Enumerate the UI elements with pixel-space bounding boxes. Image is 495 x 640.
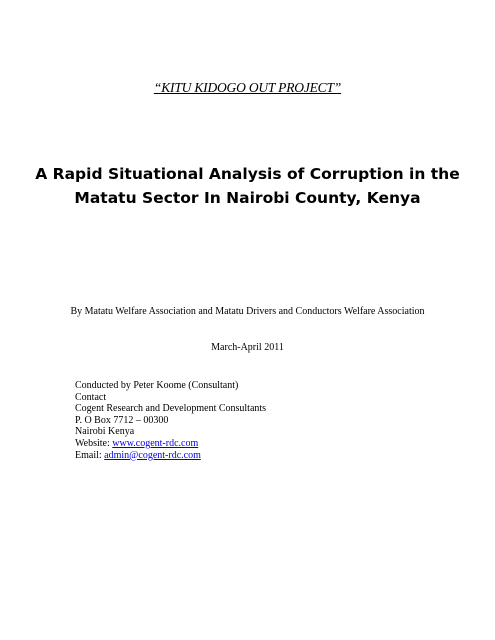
report-title (0, 162, 495, 210)
contact-block (75, 380, 266, 461)
report-date: March-April 2011 (211, 342, 284, 353)
email-label: Email: (75, 449, 105, 461)
organization-name: Cogent Research and Development Consultants (75, 403, 267, 415)
contact-label: Contact (75, 391, 107, 403)
report-title-line-1: A Rapid Situational Analysis of Corruption in the (35, 165, 460, 183)
author-byline: By Matatu Welfare Association and Matatu Drivers and Conductors Welfare Association (70, 306, 425, 317)
website-line (75, 438, 266, 450)
website-link[interactable]: www.cogent-rdc.com (112, 437, 199, 449)
report-title-line-2: Matatu Sector In Nairobi County, Kenya (74, 189, 421, 207)
city-country: Nairobi Kenya (75, 426, 135, 438)
po-box: P. O Box 7712 – 00300 (75, 414, 169, 426)
website-label: Website: (75, 437, 113, 449)
email-link[interactable]: admin@cogent-rdc.com (104, 449, 201, 461)
email-line (75, 450, 266, 462)
project-title: “KITU KIDOGO OUT PROJECT” (153, 80, 342, 95)
conducted-by-line: Conducted by Peter Koome (Consultant) (75, 380, 239, 391)
